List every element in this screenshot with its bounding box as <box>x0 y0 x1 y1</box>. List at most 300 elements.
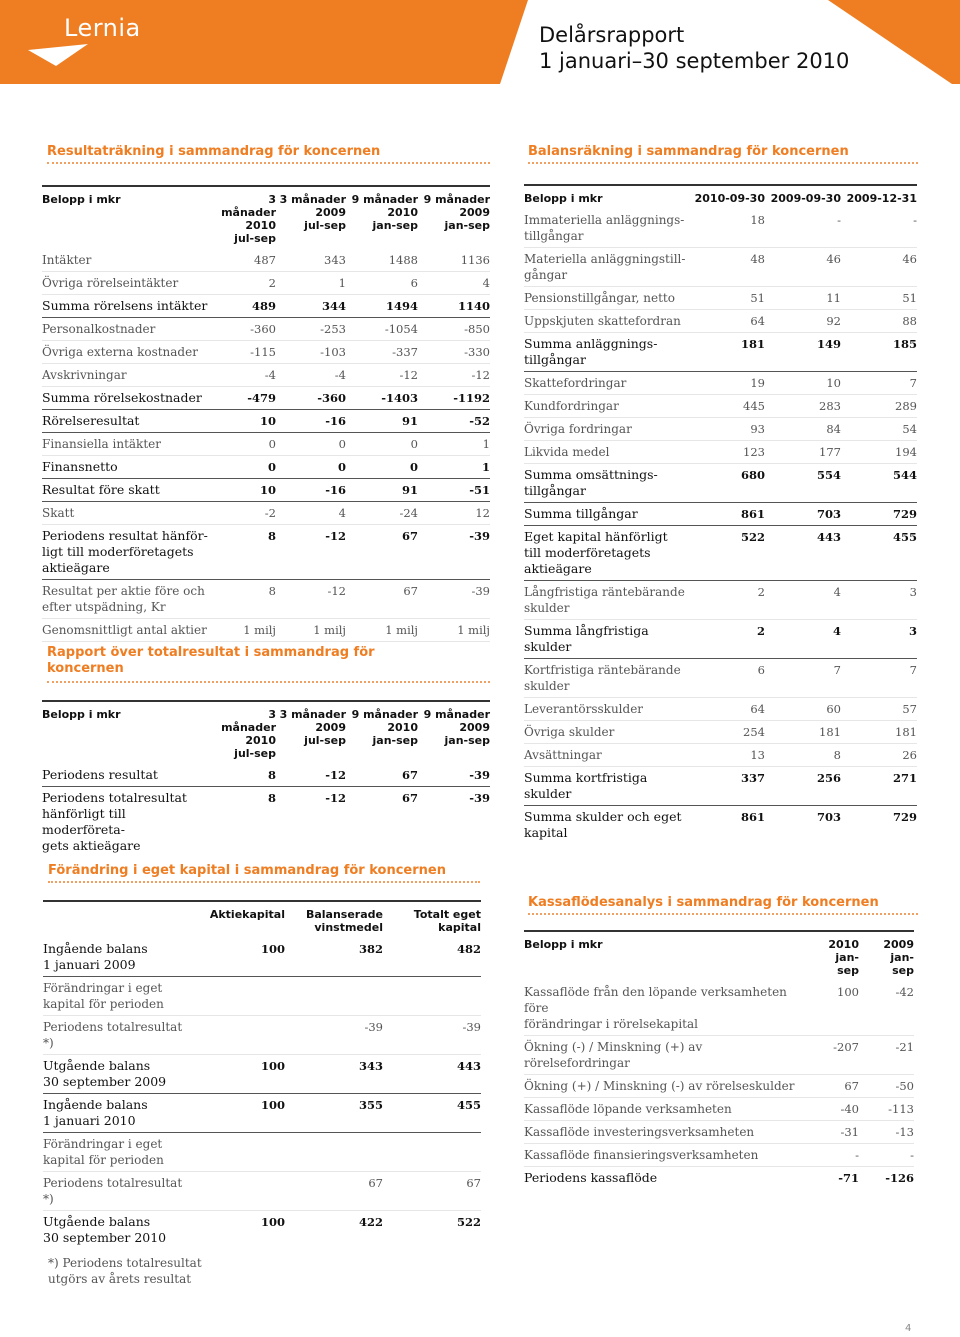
equity-footnote: *) Periodens totalresultat utgörs av årets resultat <box>48 1256 202 1286</box>
equity-col-header-1: Aktiekapital <box>195 901 285 938</box>
comprehensive-row-value: -12 <box>325 791 346 805</box>
comprehensive-col-header-2: 3 månader 2009 jul-sep <box>276 701 346 764</box>
balance-row-value: 84 <box>765 418 841 441</box>
balance-row-value: 11 <box>765 287 841 310</box>
comprehensive-row <box>42 787 490 858</box>
balance-row-label: Summa anläggnings- tillgångar <box>524 333 689 372</box>
balance-row <box>524 744 917 767</box>
income-row <box>42 456 490 479</box>
balance-row <box>524 620 917 659</box>
balance-row-label: Leverantörsskulder <box>524 698 689 721</box>
report-title-line2: 1 januari–30 september 2010 <box>539 49 850 73</box>
income-row-value: -337 <box>346 341 418 364</box>
report-title <box>539 22 849 74</box>
income-row-value: 67 <box>346 580 418 619</box>
balance-col-header-3: 2009-12-31 <box>841 185 917 209</box>
balance-row-label: Likvida medel <box>524 441 689 464</box>
equity-row-value: 100 <box>260 1215 285 1229</box>
equity-row-value <box>195 977 285 1016</box>
equity-row-value: 343 <box>285 1055 383 1094</box>
income-row-value: 343 <box>276 249 346 272</box>
balance-row <box>524 441 917 464</box>
income-row-label: Genomsnittligt antal aktier <box>42 619 210 642</box>
cashflow-row-value: -21 <box>859 1036 914 1075</box>
income-row <box>42 525 490 580</box>
income-row-label: Rörelseresultat <box>42 410 210 433</box>
income-row-label: Finansiella intäkter <box>42 433 210 456</box>
balance-row-value: 149 <box>765 333 841 372</box>
balance-row-value: 729 <box>841 503 917 526</box>
equity-row-value: 455 <box>383 1094 481 1133</box>
cashflow-row-value: -50 <box>859 1075 914 1098</box>
income-row-value: 10 <box>210 410 276 433</box>
balance-header-row <box>524 185 917 209</box>
income-row-value: -12 <box>418 364 490 387</box>
income-row-value: -4 <box>210 364 276 387</box>
income-row-value: -115 <box>210 341 276 364</box>
comprehensive-row-value: -39 <box>469 791 490 805</box>
equity-title-divider <box>48 881 480 883</box>
income-row-value: 1 <box>418 456 490 479</box>
income-row-label: Periodens resultat hänför- ligt till moderföretagets aktieägare <box>42 525 210 580</box>
balance-row <box>524 767 917 806</box>
equity-row-label: Förändringar i eget kapital för perioden <box>43 1133 195 1172</box>
cashflow-row-value: - <box>804 1144 859 1167</box>
balance-row-value: 7 <box>841 372 917 395</box>
income-row-value: -39 <box>418 580 490 619</box>
comprehensive-header-row <box>42 701 490 764</box>
balance-row-value: 93 <box>689 418 765 441</box>
comprehensive-title <box>47 645 377 677</box>
balance-row-value: 3 <box>841 620 917 659</box>
balance-row-value: 181 <box>841 721 917 744</box>
cashflow-row-value: - <box>859 1144 914 1167</box>
equity-changes-table <box>43 900 481 1249</box>
income-row-value: 0 <box>346 456 418 479</box>
equity-row-value: 522 <box>456 1215 481 1229</box>
comprehensive-row-value: 8 <box>267 791 276 805</box>
equity-row-label: Periodens totalresultat *) <box>43 1172 195 1211</box>
income-row <box>42 249 490 272</box>
income-row-value: -2 <box>210 502 276 525</box>
comprehensive-row <box>42 764 490 787</box>
balance-row-value: 3 <box>841 581 917 620</box>
income-row-value: -16 <box>276 479 346 502</box>
income-row-label: Övriga rörelseintäkter <box>42 272 210 295</box>
income-row-value: 67 <box>346 525 418 580</box>
income-row-value: 12 <box>418 502 490 525</box>
balance-row <box>524 209 917 248</box>
income-col-header-2: 3 månader 2009 jul-sep <box>276 186 346 249</box>
income-row-value: 489 <box>210 295 276 318</box>
balance-row-value: 703 <box>816 810 841 824</box>
income-row-value: 1 <box>276 272 346 295</box>
balance-row-value: 26 <box>841 744 917 767</box>
equity-row-value: -39 <box>285 1016 383 1055</box>
cashflow-row-label: Kassaflöde investeringsverksamheten <box>524 1121 804 1144</box>
equity-row <box>43 938 481 977</box>
balance-row-value: 181 <box>689 333 765 372</box>
cashflow-title: Kassaflödesanalys i sammandrag för koncernen <box>528 895 879 910</box>
income-row-value: -52 <box>418 410 490 433</box>
comprehensive-col-header-0: Belopp i mkr <box>42 701 210 764</box>
equity-row-label: Förändringar i eget kapital för perioden <box>43 977 195 1016</box>
cashflow-row-value: -42 <box>859 981 914 1036</box>
balance-row-label: Uppskjuten skattefordran <box>524 310 689 333</box>
income-row-value: 344 <box>276 295 346 318</box>
balance-row-value: 544 <box>841 464 917 503</box>
income-row-label: Övriga externa kostnader <box>42 341 210 364</box>
income-row-value: 8 <box>210 525 276 580</box>
balance-row-value: 123 <box>689 441 765 464</box>
income-row-value: 0 <box>276 433 346 456</box>
balance-row-value: 283 <box>765 395 841 418</box>
balance-row-value: 88 <box>841 310 917 333</box>
page-number: 4 <box>905 1323 912 1334</box>
income-row-value: 487 <box>210 249 276 272</box>
equity-row-label: Ingående balans 1 januari 2010 <box>43 1094 195 1133</box>
page-header <box>0 0 960 84</box>
balance-row-value: 6 <box>689 659 765 698</box>
cashflow-row-value: -13 <box>859 1121 914 1144</box>
equity-row-value <box>285 977 383 1016</box>
income-row <box>42 341 490 364</box>
balance-row-value: 7 <box>841 659 917 698</box>
income-row-value: 91 <box>346 479 418 502</box>
income-row-value: -39 <box>418 525 490 580</box>
income-row-value: -12 <box>346 364 418 387</box>
balance-row <box>524 581 917 620</box>
income-header-row <box>42 186 490 249</box>
cashflow-row <box>524 1098 914 1121</box>
income-statement-table <box>42 185 490 642</box>
balance-row-value: 271 <box>841 767 917 806</box>
balance-row <box>524 526 917 581</box>
balance-row-label: Summa långfristiga skulder <box>524 620 689 659</box>
comprehensive-row-value: -39 <box>418 764 490 787</box>
balance-row-value: 10 <box>765 372 841 395</box>
comprehensive-title-divider <box>47 681 490 683</box>
cashflow-row-value: -31 <box>804 1121 859 1144</box>
comprehensive-row-value: 8 <box>210 764 276 787</box>
balance-col-header-2: 2009-09-30 <box>765 185 841 209</box>
balance-row-value: 256 <box>765 767 841 806</box>
balance-row-value: 861 <box>689 503 765 526</box>
equity-col-header-3: Totalt eget kapital <box>383 901 481 938</box>
equity-row-value: 355 <box>285 1094 383 1133</box>
equity-row-value: 100 <box>195 1094 285 1133</box>
cashflow-row-value: -71 <box>838 1171 859 1185</box>
balance-row-value: 46 <box>765 248 841 287</box>
balance-row-value: 19 <box>689 372 765 395</box>
income-row-value: -4 <box>276 364 346 387</box>
balance-row-value: 443 <box>765 526 841 581</box>
balance-row-value: - <box>841 209 917 248</box>
comprehensive-row-label: Periodens resultat <box>42 764 210 787</box>
balance-row-value: 46 <box>841 248 917 287</box>
income-row-value: -12 <box>276 580 346 619</box>
income-row-value: 1 milj <box>276 619 346 642</box>
cashflow-row-label: Kassaflöde finansieringsverksamheten <box>524 1144 804 1167</box>
equity-row-value <box>195 1133 285 1172</box>
income-row-value: 1494 <box>346 295 418 318</box>
income-row-value: -51 <box>418 479 490 502</box>
income-row-label: Summa rörelsekostnader <box>42 387 210 410</box>
comprehensive-col-header-1: 3 månader 2010 jul-sep <box>210 701 276 764</box>
equity-row <box>43 1133 481 1172</box>
income-row-value: 0 <box>276 456 346 479</box>
income-row-label: Personalkostnader <box>42 318 210 341</box>
equity-header-row <box>43 901 481 938</box>
balance-row-value: 18 <box>689 209 765 248</box>
equity-row-label: Utgående balans 30 september 2010 <box>43 1214 167 1245</box>
cashflow-row-label: Kassaflöde från den löpande verksamheten före förändringar i rörelsekapital <box>524 981 804 1036</box>
income-col-header-0: Belopp i mkr <box>42 186 210 249</box>
balance-row-label: Avsättningar <box>524 744 689 767</box>
balance-row-value: 54 <box>841 418 917 441</box>
brand-logo-text: Lernia <box>64 14 141 42</box>
income-row-value: -12 <box>276 525 346 580</box>
balance-row-value: 64 <box>689 310 765 333</box>
comprehensive-row-value: 67 <box>346 764 418 787</box>
income-row-value: 1136 <box>418 249 490 272</box>
balance-row-value: 455 <box>841 526 917 581</box>
balance-row-value: 703 <box>765 503 841 526</box>
income-title: Resultaträkning i sammandrag för koncernen <box>47 144 381 159</box>
cashflow-row-label: Ökning (-) / Minskning (+) av rörelsefordringar <box>524 1036 804 1075</box>
comprehensive-row-label: Periodens totalresultat hänförligt till moderföreta- gets aktieägare <box>42 790 187 853</box>
equity-row-value: 482 <box>383 938 481 977</box>
cashflow-row <box>524 1036 914 1075</box>
balance-row-label: Summa tillgångar <box>524 503 689 526</box>
balance-row-value: 445 <box>689 395 765 418</box>
cashflow-row-label: Ökning (+) / Minskning (-) av rörelseskulder <box>524 1075 804 1098</box>
balance-row-value: - <box>765 209 841 248</box>
cashflow-row <box>524 1144 914 1167</box>
income-row-value: 1 milj <box>210 619 276 642</box>
income-row <box>42 410 490 433</box>
balance-row-label: Summa omsättnings- tillgångar <box>524 464 689 503</box>
equity-col-header-0 <box>43 901 195 938</box>
balance-row-value: 2 <box>689 581 765 620</box>
equity-row-value: 382 <box>285 938 383 977</box>
balance-row-value: 51 <box>689 287 765 310</box>
balance-row-value: 57 <box>841 698 917 721</box>
income-row-value: 1488 <box>346 249 418 272</box>
balance-row-value: 680 <box>689 464 765 503</box>
cashflow-row-value: 100 <box>804 981 859 1036</box>
cashflow-col-header-2: 2009 jan- sep <box>859 931 914 981</box>
income-row-value: -16 <box>276 410 346 433</box>
income-row-value: 1 <box>418 433 490 456</box>
balance-row-value: 4 <box>765 581 841 620</box>
cashflow-row <box>524 1167 914 1190</box>
equity-row <box>43 977 481 1016</box>
income-row-label: Avskrivningar <box>42 364 210 387</box>
equity-row-label: Utgående balans 30 september 2009 <box>43 1055 195 1094</box>
comprehensive-col-header-3: 9 månader 2010 jan-sep <box>346 701 418 764</box>
comprehensive-income-table <box>42 700 490 857</box>
balance-row <box>524 464 917 503</box>
income-row-label: Finansnetto <box>42 456 210 479</box>
cashflow-row-label: Kassaflöde löpande verksamheten <box>524 1098 804 1121</box>
equity-row <box>43 1055 481 1094</box>
balance-row-label: Pensionstillgångar, netto <box>524 287 689 310</box>
balance-row <box>524 698 917 721</box>
cashflow-row-value: -207 <box>804 1036 859 1075</box>
income-row-value: 1140 <box>418 295 490 318</box>
income-row-value: -24 <box>346 502 418 525</box>
cashflow-col-header-1: 2010 jan- sep <box>804 931 859 981</box>
balance-row-label: Kortfristiga räntebärande skulder <box>524 659 689 698</box>
cashflow-row <box>524 981 914 1036</box>
comprehensive-col-header-4: 9 månader 2009 jan-sep <box>418 701 490 764</box>
income-row-value: -850 <box>418 318 490 341</box>
equity-row-label: Ingående balans 1 januari 2009 <box>43 938 195 977</box>
cashflow-table <box>524 930 914 1189</box>
income-row <box>42 619 490 642</box>
cashflow-col-header-0: Belopp i mkr <box>524 931 804 981</box>
income-row-label: Summa rörelsens intäkter <box>42 295 210 318</box>
balance-row-label: Summa skulder och eget kapital <box>524 809 682 840</box>
balance-row-value: 254 <box>689 721 765 744</box>
cashflow-row-value: -113 <box>859 1098 914 1121</box>
equity-row-value: 100 <box>195 1055 285 1094</box>
equity-row-value <box>383 1133 481 1172</box>
balance-row <box>524 333 917 372</box>
income-row-value: 0 <box>210 456 276 479</box>
balance-row <box>524 721 917 744</box>
equity-col-header-2: Balanserade vinstmedel <box>285 901 383 938</box>
comprehensive-row-value: -12 <box>276 764 346 787</box>
income-row <box>42 364 490 387</box>
equity-title: Förändring i eget kapital i sammandrag för koncernen <box>48 863 446 878</box>
balance-col-header-1: 2010-09-30 <box>689 185 765 209</box>
balance-row <box>524 659 917 698</box>
balance-row-value: 337 <box>689 767 765 806</box>
balance-row <box>524 503 917 526</box>
balance-row-value: 92 <box>765 310 841 333</box>
balance-sheet-table <box>524 184 917 844</box>
report-title-line1: Delårsrapport <box>539 23 685 47</box>
balance-row-value: 177 <box>765 441 841 464</box>
income-row-value: 8 <box>210 580 276 619</box>
income-row-value: -479 <box>210 387 276 410</box>
income-row-value: -1192 <box>418 387 490 410</box>
balance-row-value: 289 <box>841 395 917 418</box>
income-row-label: Skatt <box>42 502 210 525</box>
balance-row <box>524 372 917 395</box>
income-row-label: Resultat per aktie före och efter utspädning, Kr <box>42 580 210 619</box>
balance-row-value: 2 <box>689 620 765 659</box>
balance-row <box>524 248 917 287</box>
balance-row-value: 51 <box>841 287 917 310</box>
income-row-value: -360 <box>276 387 346 410</box>
cashflow-row <box>524 1075 914 1098</box>
balance-row-label: Övriga skulder <box>524 721 689 744</box>
balance-row <box>524 287 917 310</box>
cashflow-row <box>524 1121 914 1144</box>
balance-row-value: 60 <box>765 698 841 721</box>
income-row-value: 6 <box>346 272 418 295</box>
balance-row-value: 48 <box>689 248 765 287</box>
income-row-value: 4 <box>276 502 346 525</box>
equity-row <box>43 1016 481 1055</box>
balance-row <box>524 395 917 418</box>
cashflow-row-value: -40 <box>804 1098 859 1121</box>
income-row-value: -103 <box>276 341 346 364</box>
balance-row <box>524 806 917 845</box>
income-row-value: 1 milj <box>418 619 490 642</box>
balance-row <box>524 310 917 333</box>
equity-row-value: 443 <box>383 1055 481 1094</box>
income-row <box>42 433 490 456</box>
balance-col-header-0: Belopp i mkr <box>524 185 689 209</box>
balance-row-value: 4 <box>765 620 841 659</box>
balance-row-value: 522 <box>689 526 765 581</box>
cashflow-row-value: 67 <box>804 1075 859 1098</box>
income-col-header-3: 9 månader 2010 jan-sep <box>346 186 418 249</box>
balance-title-divider <box>528 162 918 164</box>
income-row-label: Resultat före skatt <box>42 479 210 502</box>
equity-row-value: 67 <box>383 1172 481 1211</box>
income-row <box>42 318 490 341</box>
income-row-value: 2 <box>210 272 276 295</box>
cashflow-row-value: -126 <box>885 1171 914 1185</box>
income-row-value: -1054 <box>346 318 418 341</box>
balance-row-label: Långfristiga räntebärande skulder <box>524 581 689 620</box>
income-col-header-1: 3 månader 2010 jul-sep <box>210 186 276 249</box>
balance-row-value: 194 <box>841 441 917 464</box>
equity-row <box>43 1094 481 1133</box>
balance-row-label: Eget kapital hänförligt till moderföretagets aktieägare <box>524 526 689 581</box>
equity-row-value <box>285 1133 383 1172</box>
balance-row-label: Skattefordringar <box>524 372 689 395</box>
income-row-value: 0 <box>210 433 276 456</box>
income-row-value: 4 <box>418 272 490 295</box>
equity-row-value: 422 <box>358 1215 383 1229</box>
cashflow-title-divider <box>528 913 918 915</box>
balance-row-value: 861 <box>740 810 765 824</box>
income-row-value: -253 <box>276 318 346 341</box>
income-row <box>42 272 490 295</box>
balance-row-label: Övriga fordringar <box>524 418 689 441</box>
income-title-divider <box>47 162 490 164</box>
cashflow-row-label: Periodens kassaflöde <box>524 1170 658 1185</box>
income-row <box>42 580 490 619</box>
income-row-label: Intäkter <box>42 249 210 272</box>
balance-row-label: Immateriella anläggnings- tillgångar <box>524 209 689 248</box>
equity-row-value: 67 <box>285 1172 383 1211</box>
balance-row-value: 729 <box>892 810 917 824</box>
equity-row-value <box>383 977 481 1016</box>
balance-row-label: Kundfordringar <box>524 395 689 418</box>
equity-row <box>43 1211 481 1250</box>
balance-row-label: Summa kortfristiga skulder <box>524 767 689 806</box>
income-row-value: -360 <box>210 318 276 341</box>
balance-title: Balansräkning i sammandrag för koncernen <box>528 144 849 159</box>
balance-row-label: Materiella anläggningstill- gångar <box>524 248 689 287</box>
income-row-value: 91 <box>346 410 418 433</box>
equity-row <box>43 1172 481 1211</box>
equity-row-value <box>195 1172 285 1211</box>
income-row-value: 1 milj <box>346 619 418 642</box>
income-row <box>42 387 490 410</box>
balance-row-value: 7 <box>765 659 841 698</box>
comprehensive-row-value: 67 <box>401 791 418 805</box>
comprehensive-title-text: Rapport över totalresultat i sammandrag för koncernen <box>47 645 375 676</box>
cashflow-header-row <box>524 931 914 981</box>
